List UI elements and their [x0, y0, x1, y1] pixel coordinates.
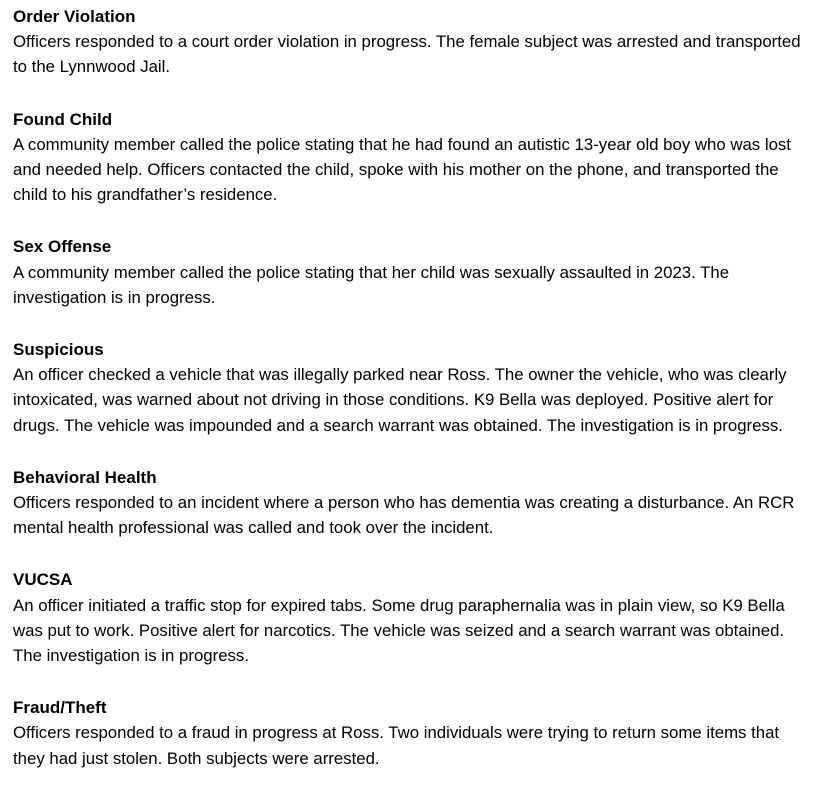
entry-body: Officers responded to a fraud in progress at Ross. Two individuals were trying to return some items that they had just stolen. Both subjects were arrested. [13, 723, 780, 768]
entry-heading: Found Child [13, 109, 113, 129]
entry-body: Officers responded to a court order violation in progress. The female subject was arrested and transported to the Lynnwood Jail. [13, 32, 801, 77]
log-entry-found-child [13, 107, 813, 208]
entry-heading: VUCSA [13, 570, 73, 590]
log-entry-fraud-theft [13, 695, 813, 771]
entry-body: An officer initiated a traffic stop for expired tabs. Some drug paraphernalia was in plain view, so K9 Bella was put to work. Positive alert for narcotics. The vehicle was seized and a search warrant was obtained. The investigation is in progress. [13, 595, 785, 666]
log-entry-suspicious [13, 337, 813, 438]
entry-body: Officers responded to an incident where a person who has dementia was creating a disturbance. An RCR mental health professional was called and took over the incident. [13, 493, 795, 538]
entry-heading: Suspicious [13, 340, 104, 360]
log-entry-order-violation [13, 4, 813, 80]
entry-heading: Behavioral Health [13, 467, 157, 487]
entry-heading: Order Violation [13, 7, 136, 26]
entry-body: An officer checked a vehicle that was illegally parked near Ross. The owner the vehicle, who was clearly intoxicated, was warned about not driving in those conditions. K9 Bella was deployed. Positive alert for drugs. The vehicle was impounded and a search warrant was obtained. The investigation is in progress. [13, 365, 787, 435]
log-entry-sex-offense [13, 234, 813, 310]
entry-heading: Fraud/Theft [13, 698, 107, 718]
log-entry-vucsa [13, 567, 813, 668]
entry-body: A community member called the police stating that he had found an autistic 13-year old boy who was lost and needed help. Officers contacted the child, spoke with his mother on the phone, and transported the child to his grandfather’s residence. [13, 134, 791, 205]
entry-heading: Sex Offense [13, 237, 112, 257]
log-entry-behavioral-health [13, 465, 813, 541]
entry-body: A community member called the police stating that her child was sexually assaulted in 2023. The investigation is in progress. [13, 262, 730, 307]
